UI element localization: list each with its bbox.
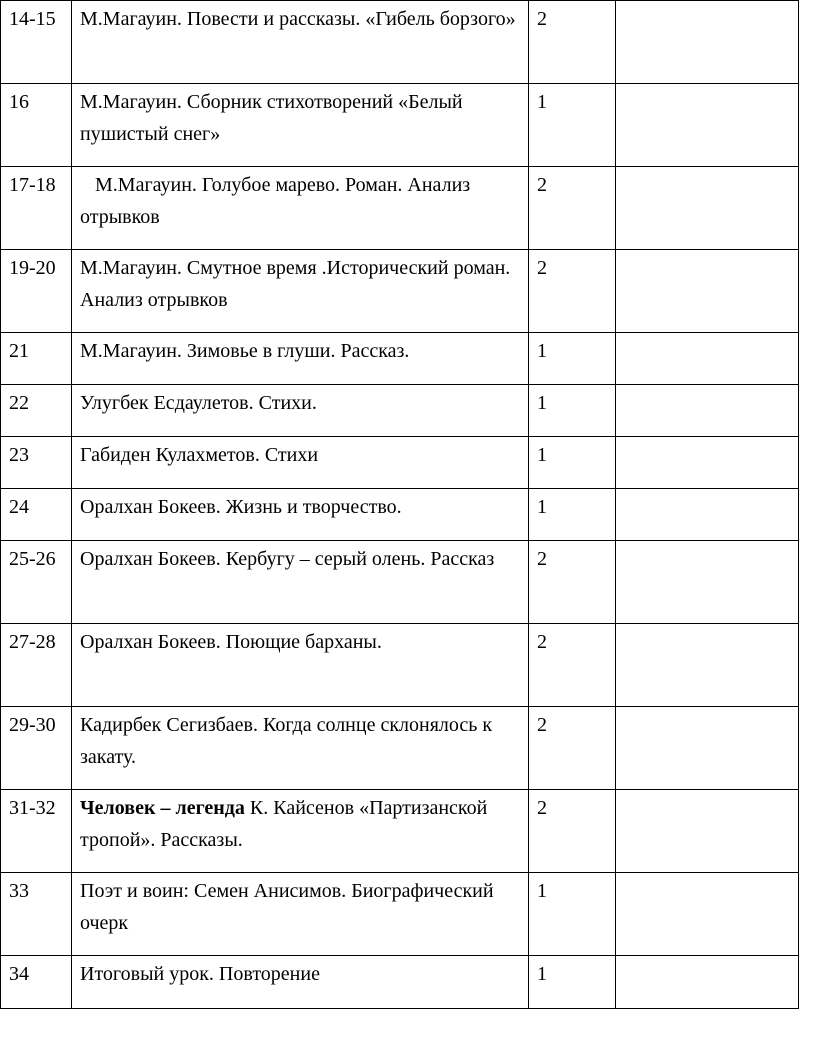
- lesson-topic: Оралхан Бокеев. Жизнь и творчество.: [72, 489, 529, 541]
- lesson-number: 23: [1, 437, 72, 489]
- lesson-hours: 1: [529, 873, 616, 956]
- lesson-number: 33: [1, 873, 72, 956]
- lesson-topic: Оралхан Бокеев. Кербугу – серый олень. Рассказ: [72, 541, 529, 624]
- lesson-topic: М.Магауин. Сборник стихотворений «Белый пушистый снег»: [72, 84, 529, 167]
- lesson-topic: М.Магауин. Голубое марево. Роман. Анализ отрывков: [72, 167, 529, 250]
- lesson-number: 24: [1, 489, 72, 541]
- lesson-topic: Оралхан Бокеев. Поющие барханы.: [72, 624, 529, 707]
- table-row: [1, 250, 799, 333]
- lesson-note: [616, 437, 799, 489]
- lesson-number: 25-26: [1, 541, 72, 624]
- lesson-hours: 1: [529, 956, 616, 1009]
- lesson-note: [616, 385, 799, 437]
- lesson-note: [616, 250, 799, 333]
- lesson-topic: Поэт и воин: Семен Анисимов. Биографический очерк: [72, 873, 529, 956]
- lesson-number: 14-15: [1, 1, 72, 84]
- lesson-note: [616, 790, 799, 873]
- lesson-hours: 2: [529, 250, 616, 333]
- table-row: [1, 1, 799, 84]
- table-row: [1, 873, 799, 956]
- lesson-note: [616, 333, 799, 385]
- lesson-topic: М.Магауин. Повести и рассказы. «Гибель борзого»: [72, 1, 529, 84]
- lesson-hours: 2: [529, 541, 616, 624]
- lesson-topic-bold: Человек – легенда: [80, 797, 245, 819]
- lesson-topic: [72, 790, 529, 873]
- lesson-topic: Улугбек Есдаулетов. Стихи.: [72, 385, 529, 437]
- table-row: [1, 956, 799, 1009]
- lesson-note: [616, 84, 799, 167]
- lesson-topic: Кадирбек Сегизбаев. Когда солнце склонялось к закату.: [72, 707, 529, 790]
- lesson-number: 31-32: [1, 790, 72, 873]
- table-row: [1, 707, 799, 790]
- lesson-note: [616, 956, 799, 1009]
- lesson-hours: 2: [529, 790, 616, 873]
- lesson-note: [616, 167, 799, 250]
- lesson-topic: Итоговый урок. Повторение: [72, 956, 529, 1009]
- lesson-topic: М.Магауин. Зимовье в глуши. Рассказ.: [72, 333, 529, 385]
- lesson-hours: 1: [529, 84, 616, 167]
- lesson-number: 22: [1, 385, 72, 437]
- lesson-note: [616, 541, 799, 624]
- lesson-hours: 2: [529, 624, 616, 707]
- lesson-number: 29-30: [1, 707, 72, 790]
- table-row: [1, 437, 799, 489]
- table-row: [1, 84, 799, 167]
- lesson-number: 19-20: [1, 250, 72, 333]
- lesson-hours: 2: [529, 167, 616, 250]
- table-row: [1, 333, 799, 385]
- lesson-number: 21: [1, 333, 72, 385]
- lesson-topic: М.Магауин. Смутное время .Исторический роман. Анализ отрывков: [72, 250, 529, 333]
- lesson-note: [616, 1, 799, 84]
- lesson-hours: 1: [529, 333, 616, 385]
- lesson-hours: 2: [529, 707, 616, 790]
- lesson-topic: Габиден Кулахметов. Стихи: [72, 437, 529, 489]
- lesson-hours: 2: [529, 1, 616, 84]
- lesson-topic-rest: К. Кайсенов «Партизанской тропой». Рассказы.: [80, 797, 488, 851]
- lesson-note: [616, 489, 799, 541]
- lesson-number: 17-18: [1, 167, 72, 250]
- table-row: [1, 790, 799, 873]
- lesson-hours: 1: [529, 489, 616, 541]
- lesson-number: 34: [1, 956, 72, 1009]
- lesson-note: [616, 707, 799, 790]
- lesson-note: [616, 624, 799, 707]
- table-row: [1, 167, 799, 250]
- lesson-number: 27-28: [1, 624, 72, 707]
- table-row: [1, 624, 799, 707]
- table-row: [1, 541, 799, 624]
- table-row: [1, 489, 799, 541]
- table-row: [1, 385, 799, 437]
- lesson-number: 16: [1, 84, 72, 167]
- lesson-note: [616, 873, 799, 956]
- lesson-hours: 1: [529, 385, 616, 437]
- lesson-hours: 1: [529, 437, 616, 489]
